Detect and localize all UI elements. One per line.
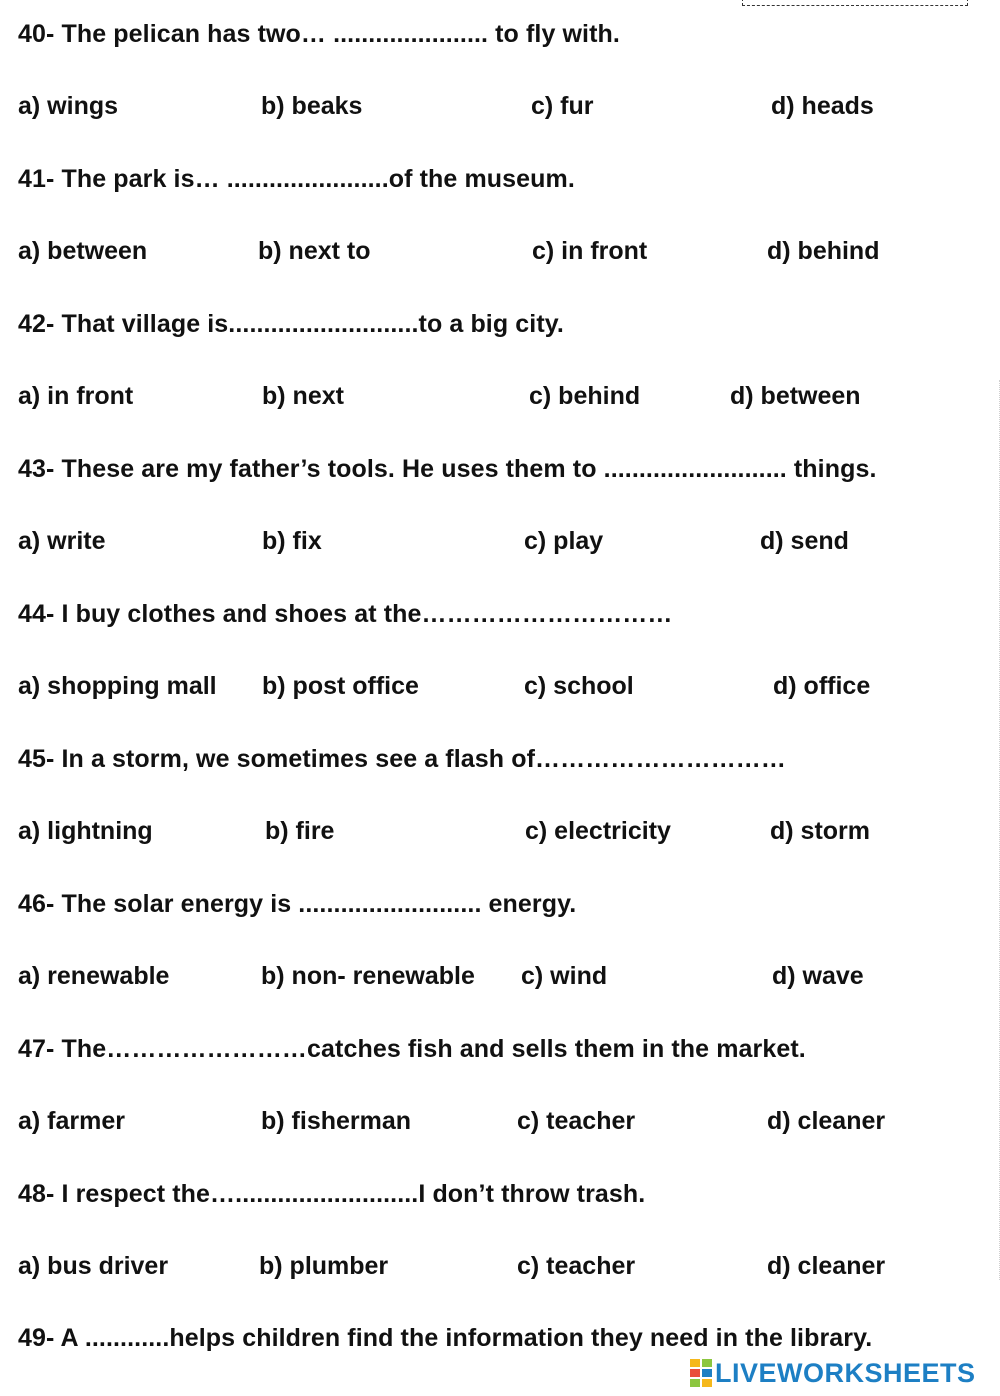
q43-option-d[interactable]: d) send bbox=[760, 527, 849, 555]
question-45: 45- In a storm, we sometimes see a flash of………………………… bbox=[18, 745, 786, 773]
q45-option-c[interactable]: c) electricity bbox=[525, 817, 671, 845]
q40-option-c[interactable]: c) fur bbox=[531, 92, 594, 120]
q45-option-b[interactable]: b) fire bbox=[265, 817, 335, 845]
q41-option-b[interactable]: b) next to bbox=[258, 237, 371, 265]
q48-option-d[interactable]: d) cleaner bbox=[767, 1252, 886, 1280]
q44-option-d[interactable]: d) office bbox=[773, 672, 871, 700]
liveworksheets-logo-icon bbox=[690, 1359, 712, 1387]
page-edge-line bbox=[993, 380, 1000, 1280]
q45-option-a[interactable]: a) lightning bbox=[18, 817, 153, 845]
q44-option-c[interactable]: c) school bbox=[524, 672, 634, 700]
q40-option-a[interactable]: a) wings bbox=[18, 92, 119, 120]
question-41: 41- The park is… .......................of the museum. bbox=[18, 165, 575, 193]
q43-option-b[interactable]: b) fix bbox=[262, 527, 322, 555]
q48-option-b[interactable]: b) plumber bbox=[259, 1252, 389, 1280]
liveworksheets-logo-text: LIVEWORKSHEETS bbox=[715, 1357, 976, 1388]
question-43: 43- These are my father’s tools. He uses them to .......................... things. bbox=[18, 455, 877, 483]
q40-option-b[interactable]: b) beaks bbox=[261, 92, 363, 120]
q43-option-c[interactable]: c) play bbox=[524, 527, 604, 555]
q41-option-a[interactable]: a) between bbox=[18, 237, 148, 265]
q41-option-d[interactable]: d) behind bbox=[767, 237, 880, 265]
q48-option-a[interactable]: a) bus driver bbox=[18, 1252, 169, 1280]
question-49: 49- A ............helps children find the information they need in the library. bbox=[18, 1324, 873, 1352]
q44-option-a[interactable]: a) shopping mall bbox=[18, 672, 217, 700]
q47-option-b[interactable]: b) fisherman bbox=[261, 1107, 412, 1135]
q47-option-a[interactable]: a) farmer bbox=[18, 1107, 125, 1135]
q43-option-a[interactable]: a) write bbox=[18, 527, 106, 555]
q46-option-a[interactable]: a) renewable bbox=[18, 962, 170, 990]
question-47: 47- The……………………catches fish and sells them in the market. bbox=[18, 1035, 806, 1063]
q47-option-c[interactable]: c) teacher bbox=[517, 1107, 636, 1135]
question-40: 40- The pelican has two… ...................... to fly with. bbox=[18, 20, 620, 48]
question-44: 44- I buy clothes and shoes at the………………………… bbox=[18, 600, 673, 628]
question-48: 48- I respect the…..........................I don’t throw trash. bbox=[18, 1180, 646, 1208]
q42-option-c[interactable]: c) behind bbox=[529, 382, 641, 410]
q47-option-d[interactable]: d) cleaner bbox=[767, 1107, 886, 1135]
question-46: 46- The solar energy is .......................... energy. bbox=[18, 890, 577, 918]
question-42: 42- That village is...........................to a big city. bbox=[18, 310, 564, 338]
q46-option-b[interactable]: b) non- renewable bbox=[261, 962, 475, 990]
q46-option-c[interactable]: c) wind bbox=[521, 962, 608, 990]
q48-option-c[interactable]: c) teacher bbox=[517, 1252, 636, 1280]
liveworksheets-logo bbox=[690, 1356, 976, 1390]
q42-option-b[interactable]: b) next bbox=[262, 382, 344, 410]
q46-option-d[interactable]: d) wave bbox=[772, 962, 864, 990]
q45-option-d[interactable]: d) storm bbox=[770, 817, 870, 845]
q42-option-d[interactable]: d) between bbox=[730, 382, 861, 410]
q42-option-a[interactable]: a) in front bbox=[18, 382, 134, 410]
q41-option-c[interactable]: c) in front bbox=[532, 237, 648, 265]
q44-option-b[interactable]: b) post office bbox=[262, 672, 419, 700]
answer-box-outline bbox=[742, 0, 968, 6]
q40-option-d[interactable]: d) heads bbox=[771, 92, 874, 120]
